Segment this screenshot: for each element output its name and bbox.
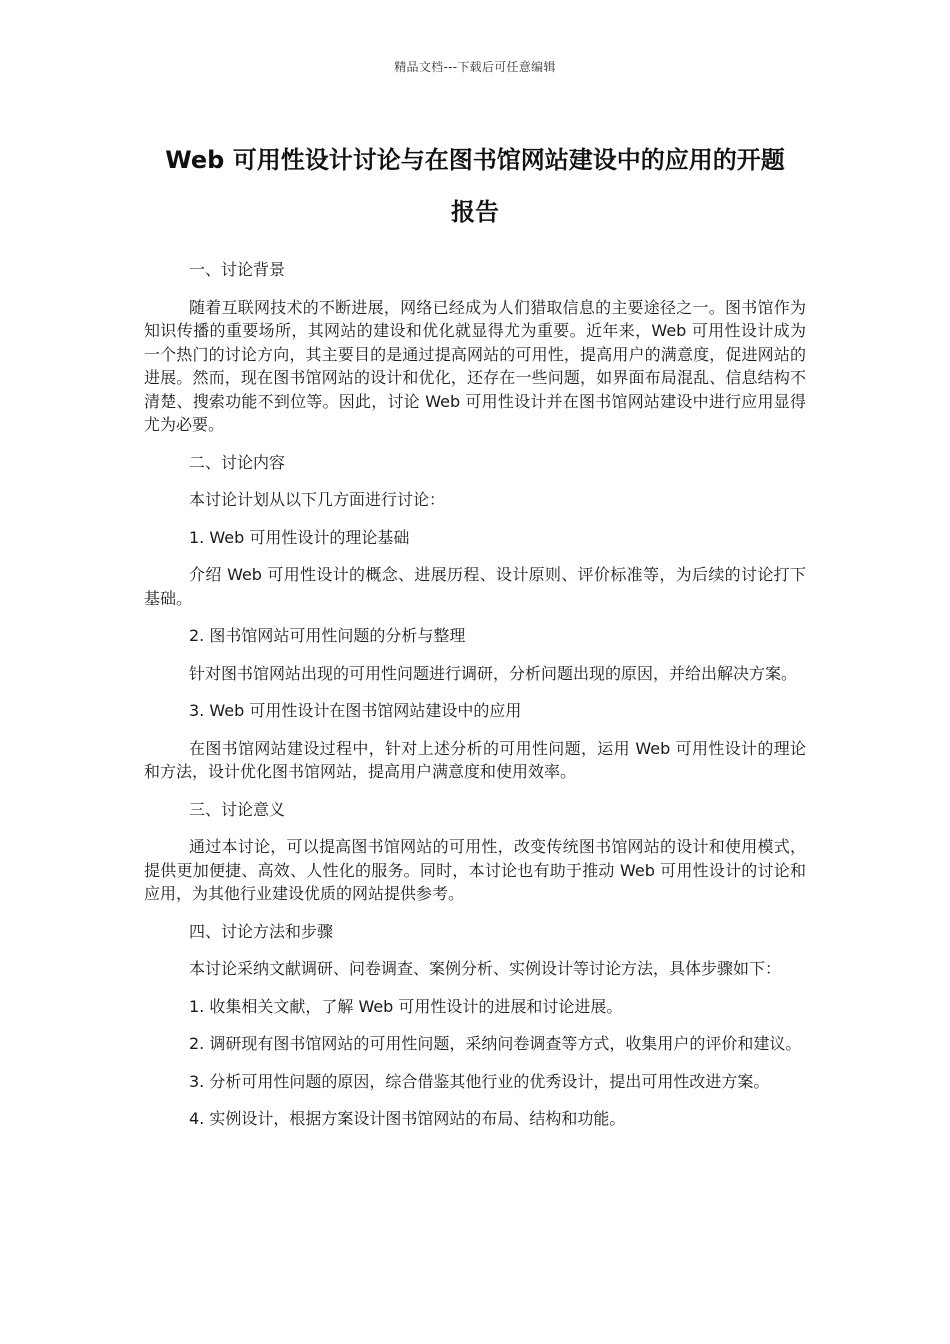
- paragraph-content-intro: 本讨论计划从以下几方面进行讨论：: [189, 490, 446, 509]
- paragraph-significance: 通过本讨论，可以提高图书馆网站的可用性，改变传统图书馆网站的设计和使用模式，提供更加便捷、高效、人性化的服务。同时，本讨论也有助于推动 Web 可用性设计的讨论和应用，为其他行业建设优质的网站提供参考。: [144, 837, 806, 903]
- content-item-3-text: 在图书馆网站建设过程中，针对上述分析的可用性问题，运用 Web 可用性设计的理论和方法，设计优化图书馆网站，提高用户满意度和使用效率。: [144, 738, 806, 781]
- section-heading-methods: 四、讨论方法和步骤: [189, 921, 334, 941]
- section-heading-significance: 三、讨论意义: [189, 799, 286, 819]
- method-step-4: 4. 实例设计，根据方案设计图书馆网站的布局、结构和功能。: [189, 1109, 626, 1128]
- section-heading-content: 二、讨论内容: [189, 452, 286, 472]
- content-item-3-title: 3. Web 可用性设计在图书馆网站建设中的应用: [189, 701, 522, 720]
- document-title: [120, 134, 830, 238]
- section-heading-background: 一、讨论背景: [189, 260, 286, 279]
- header-note: 精品文档---下载后可任意编辑: [394, 60, 556, 74]
- paragraph-background: 随着互联网技术的不断进展，网络已经成为人们猎取信息的主要途径之一。图书馆作为知识传播的重要场所，其网站的建设和优化就显得尤为重要。近年来，Web 可用性设计成为一个热门的讨论方向，其主要目的是通过提高网站的可用性，提高用户的满意度，促进网站的进展。然而，现在图书馆网站的设计和优化，还存在一些问题，如界面布局混乱、信息结构不清楚、搜索功能不到位等。因此，讨论 Web 可用性设计并在图书馆网站建设中进行应用显得尤为必要。: [144, 297, 806, 434]
- content-item-1-text: 介绍 Web 可用性设计的概念、进展历程、设计原则、评价标准等，为后续的讨论打下基础。: [144, 565, 806, 608]
- document-body: [144, 258, 806, 1145]
- method-step-3: 3. 分析可用性问题的原因，综合借鉴其他行业的优秀设计，提出可用性改进方案。: [189, 1071, 770, 1091]
- method-step-2: 2. 调研现有图书馆网站的可用性问题，采纳问卷调查等方式，收集用户的评价和建议。: [189, 1034, 802, 1053]
- title-line-2: 报告: [451, 198, 499, 226]
- paragraph-methods-intro: 本讨论采纳文献调研、问卷调查、案例分析、实例设计等讨论方法，具体步骤如下：: [189, 959, 782, 978]
- content-item-2-title: 2. 图书馆网站可用性问题的分析与整理: [189, 626, 466, 645]
- method-step-1: 1. 收集相关文献，了解 Web 可用性设计的进展和讨论进展。: [189, 996, 623, 1016]
- title-line-1: Web 可用性设计讨论与在图书馆网站建设中的应用的开题: [165, 146, 785, 174]
- content-item-1-title: 1. Web 可用性设计的理论基础: [189, 527, 410, 547]
- content-item-2-text: 针对图书馆网站出现的可用性问题进行调研，分析问题出现的原因，并给出解决方案。: [189, 663, 798, 683]
